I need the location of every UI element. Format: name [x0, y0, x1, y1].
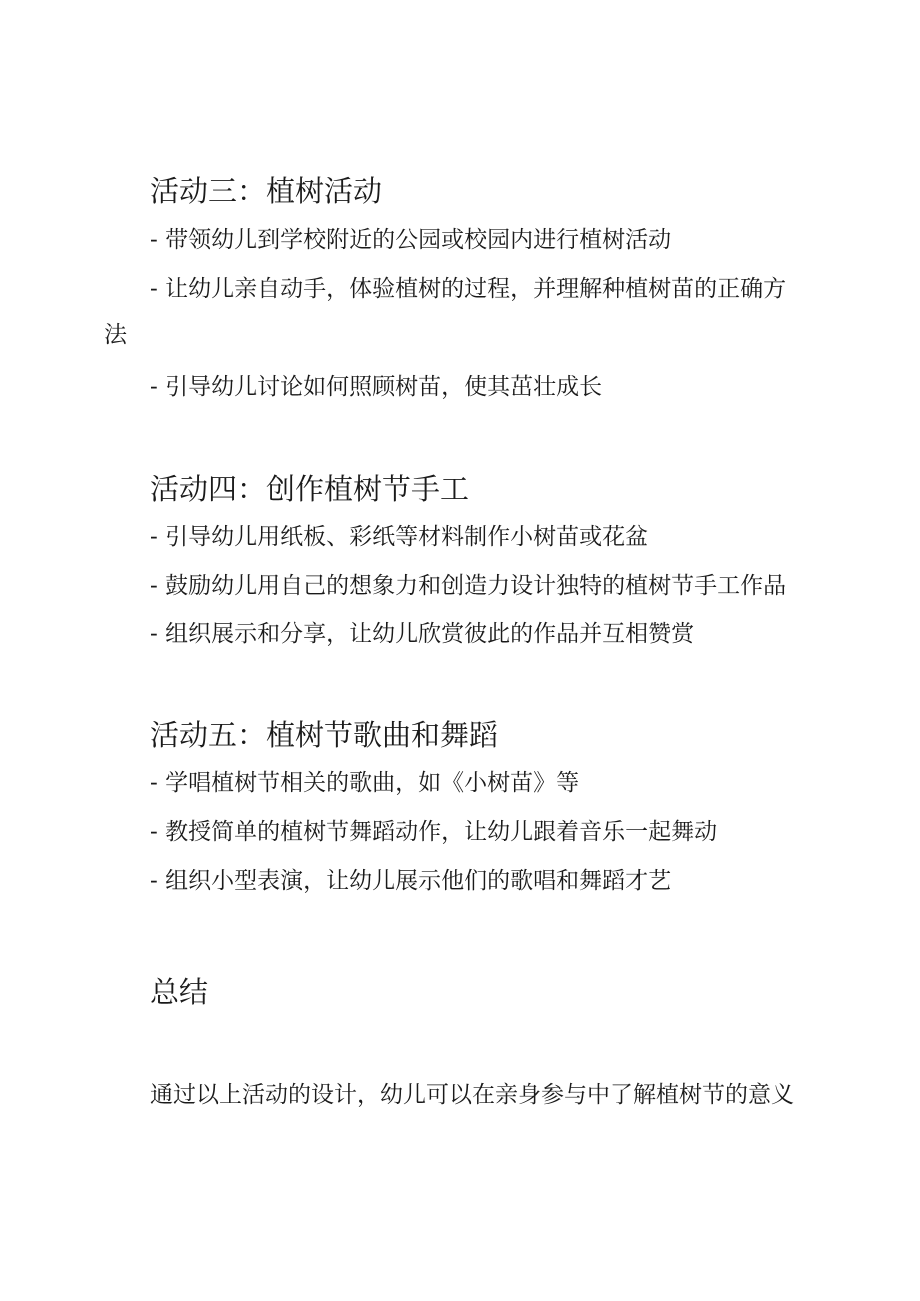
summary-heading: 总结 — [150, 975, 209, 1009]
section-heading-activity-3: 活动三：植树活动 — [150, 174, 383, 208]
list-item: - 引导幼儿用纸板、彩纸等材料制作小树苗或花盆 — [150, 524, 649, 550]
list-item: - 引导幼儿讨论如何照顾树苗，使其茁壮成长 — [150, 374, 603, 400]
section-heading-activity-5: 活动五：植树节歌曲和舞蹈 — [150, 718, 499, 752]
list-item: - 组织展示和分享，让幼儿欣赏彼此的作品并互相赞赏 — [150, 621, 695, 647]
summary-text: 通过以上活动的设计，幼儿可以在亲身参与中了解植树节的意义 — [150, 1082, 794, 1108]
list-item: - 组织小型表演，让幼儿展示他们的歌唱和舞蹈才艺 — [150, 868, 672, 894]
list-item: - 带领幼儿到学校附近的公园或校园内进行植树活动 — [150, 227, 672, 253]
list-item: - 让幼儿亲自动手，体验植树的过程，并理解种植树苗的正确方法 — [104, 276, 787, 348]
list-item: - 鼓励幼儿用自己的想象力和创造力设计独特的植树节手工作品 — [150, 573, 787, 599]
list-item: - 学唱植树节相关的歌曲，如《小树苗》等 — [150, 770, 580, 796]
section-heading-activity-4: 活动四：创作植树节手工 — [150, 472, 470, 506]
list-item: - 教授简单的植树节舞蹈动作，让幼儿跟着音乐一起舞动 — [150, 819, 718, 845]
